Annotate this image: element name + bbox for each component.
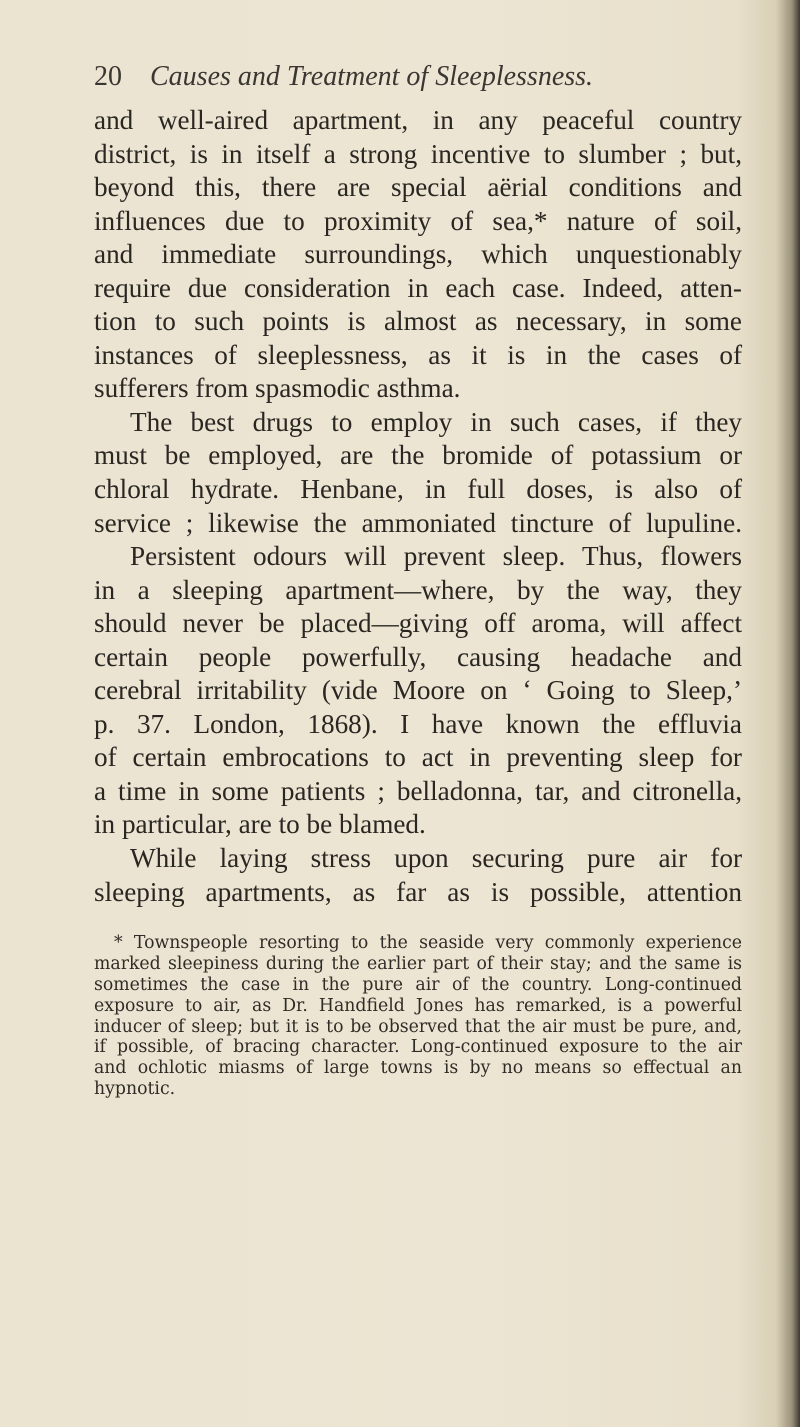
footnote-line: * Townspeople resorting to the seaside very commonly experience xyxy=(114,933,742,953)
footnote-line: if possible, of bracing character. Long-continued exposure to the air xyxy=(94,1037,742,1058)
text-line: The best drugs to employ in such cases, if they xyxy=(130,406,742,437)
footnote-line: hypnotic. xyxy=(94,1079,176,1100)
page-number: 20 xyxy=(94,61,122,92)
text-line: in a sleeping apartment—where, by the way, they xyxy=(94,574,742,605)
text-line: p. 37. London, 1868). I have known the effluvia xyxy=(94,708,742,739)
text-line: district, is in itself a strong incentive to slumber ; but, xyxy=(94,138,742,169)
text-line: sufferers from spasmodic asthma. xyxy=(94,373,461,404)
text-line: instances of sleeplessness, as it is in the cases of xyxy=(94,339,742,370)
text-line: While laying stress upon securing pure air for xyxy=(130,843,742,874)
text-line: Persistent odours will prevent sleep. Thus, flowers xyxy=(130,541,742,572)
text-line: certain people powerfully, causing headache and xyxy=(94,641,742,672)
text-line: influences due to proximity of sea,* nature of soil, xyxy=(94,205,742,236)
text-line: cerebral irritability (vide Moore on ‘ Going to Sleep,’ xyxy=(94,675,742,706)
text-line: chloral hydrate. Henbane, in full doses, is also of xyxy=(94,474,742,505)
text-line: and immediate surroundings, which unquestionably xyxy=(94,239,742,270)
text-line: tion to such points is almost as necessary, in some xyxy=(94,306,742,337)
running-title: Causes and Treatment of Sleeplessness. xyxy=(150,61,594,92)
text-line: in particular, are to be blamed. xyxy=(94,809,426,840)
text-line: a time in some patients ; belladonna, tar, and citronella, xyxy=(94,775,742,806)
text-line: should never be placed—giving off aroma, will affect xyxy=(94,608,742,639)
text-line: and well-aired apartment, in any peaceful country xyxy=(94,105,742,135)
footnote-line: inducer of sleep; but it is to be observed that the air must be pure, and, xyxy=(94,1016,742,1037)
footnote-line: exposure to air, as Dr. Handfield Jones has remarked, is a powerful xyxy=(94,995,742,1016)
text-line: service ; likewise the ammoniated tincture of lupuline. xyxy=(94,507,742,538)
text-line: beyond this, there are special aërial conditions and xyxy=(94,172,742,203)
text-line: sleeping apartments, as far as is possible, attention xyxy=(94,876,742,907)
text-line: require due consideration in each case. Indeed, atten- xyxy=(94,272,742,303)
body-text xyxy=(94,104,742,909)
text-line: of certain embrocations to act in preventing sleep for xyxy=(94,742,742,773)
text-line: must be employed, are the bromide of potassium or xyxy=(94,440,742,471)
footnote xyxy=(94,933,742,1100)
running-head xyxy=(94,60,593,94)
footnote-line: and ochlotic miasms of large towns is by no means so effectual an xyxy=(94,1058,742,1079)
footnote-line: sometimes the case in the pure air of the country. Long-continued xyxy=(94,974,742,995)
footnote-line: marked sleepiness during the earlier part of their stay; and the same is xyxy=(94,953,742,974)
